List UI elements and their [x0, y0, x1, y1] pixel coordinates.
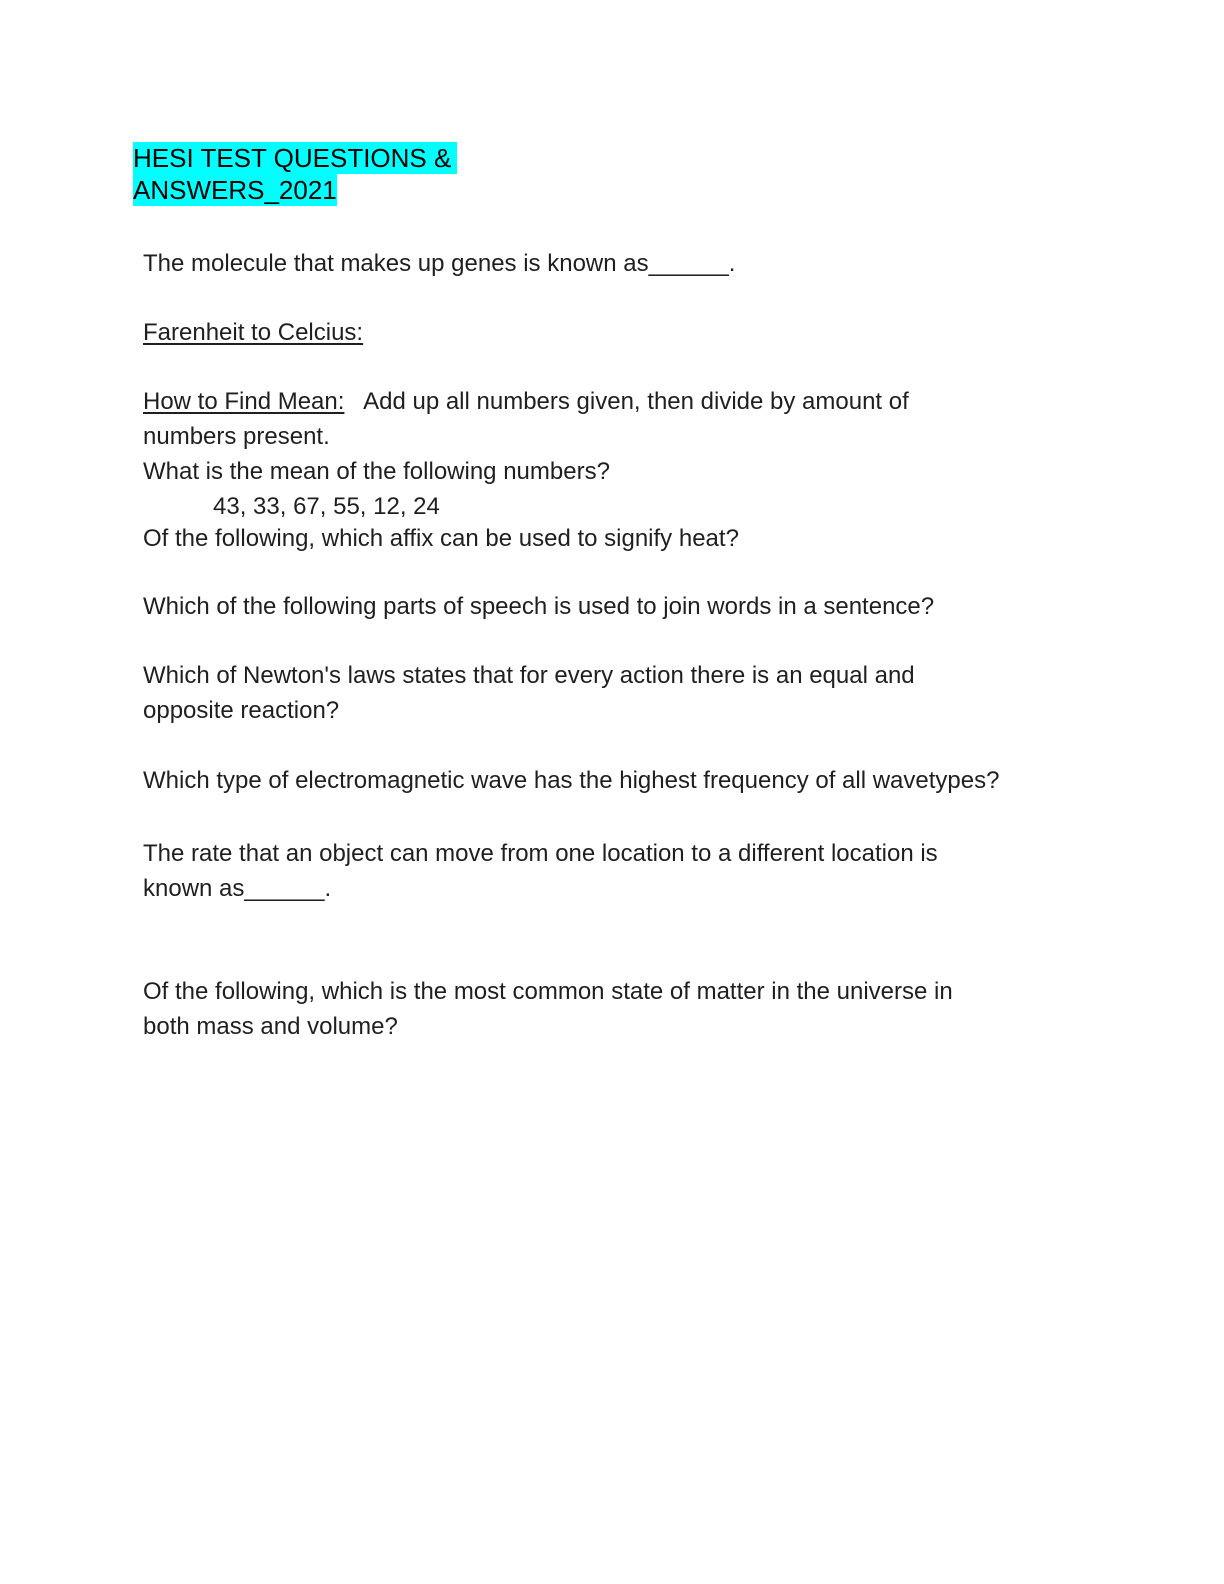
question-newton [143, 658, 1123, 728]
document-title [133, 142, 457, 206]
question-matter [143, 974, 1123, 1044]
title-line-1: HESI TEST QUESTIONS & [133, 142, 457, 174]
question-wave: Which type of electromagnetic wave has the highest frequency of all wavetypes? [143, 767, 1000, 794]
fahrenheit-heading [143, 315, 1123, 350]
mean-numbers: 43, 33, 67, 55, 12, 24 [213, 493, 440, 520]
mean-section [143, 384, 1123, 489]
rate-line-2: known as______. [143, 875, 332, 902]
title-line-2: ANSWERS_2021 [133, 175, 337, 205]
matter-line-2: both mass and volume? [143, 1013, 398, 1040]
mean-heading: How to Find Mean: [143, 388, 345, 415]
question-rate [143, 836, 1123, 906]
mean-question: What is the mean of the following numbers? [143, 458, 610, 485]
question-parts-of-speech: Which of the following parts of speech is used to join words in a sentence? [143, 593, 935, 620]
rate-line-1: The rate that an object can move from one location to a different location is [143, 840, 938, 867]
mean-text-line-1: Add up all numbers given, then divide by amount of [344, 388, 909, 415]
matter-line-1: Of the following, which is the most common state of matter in the universe in [143, 978, 953, 1005]
question-affix: Of the following, which affix can be used to signify heat? [143, 525, 739, 552]
newton-line-1: Which of Newton's laws states that for every action there is an equal and [143, 662, 915, 689]
mean-text-line-2: numbers present. [143, 423, 330, 450]
newton-line-2: opposite reaction? [143, 697, 340, 724]
question-genes: The molecule that makes up genes is known as______. [143, 250, 736, 277]
fahrenheit-heading-text: Farenheit to Celcius: [143, 319, 364, 346]
